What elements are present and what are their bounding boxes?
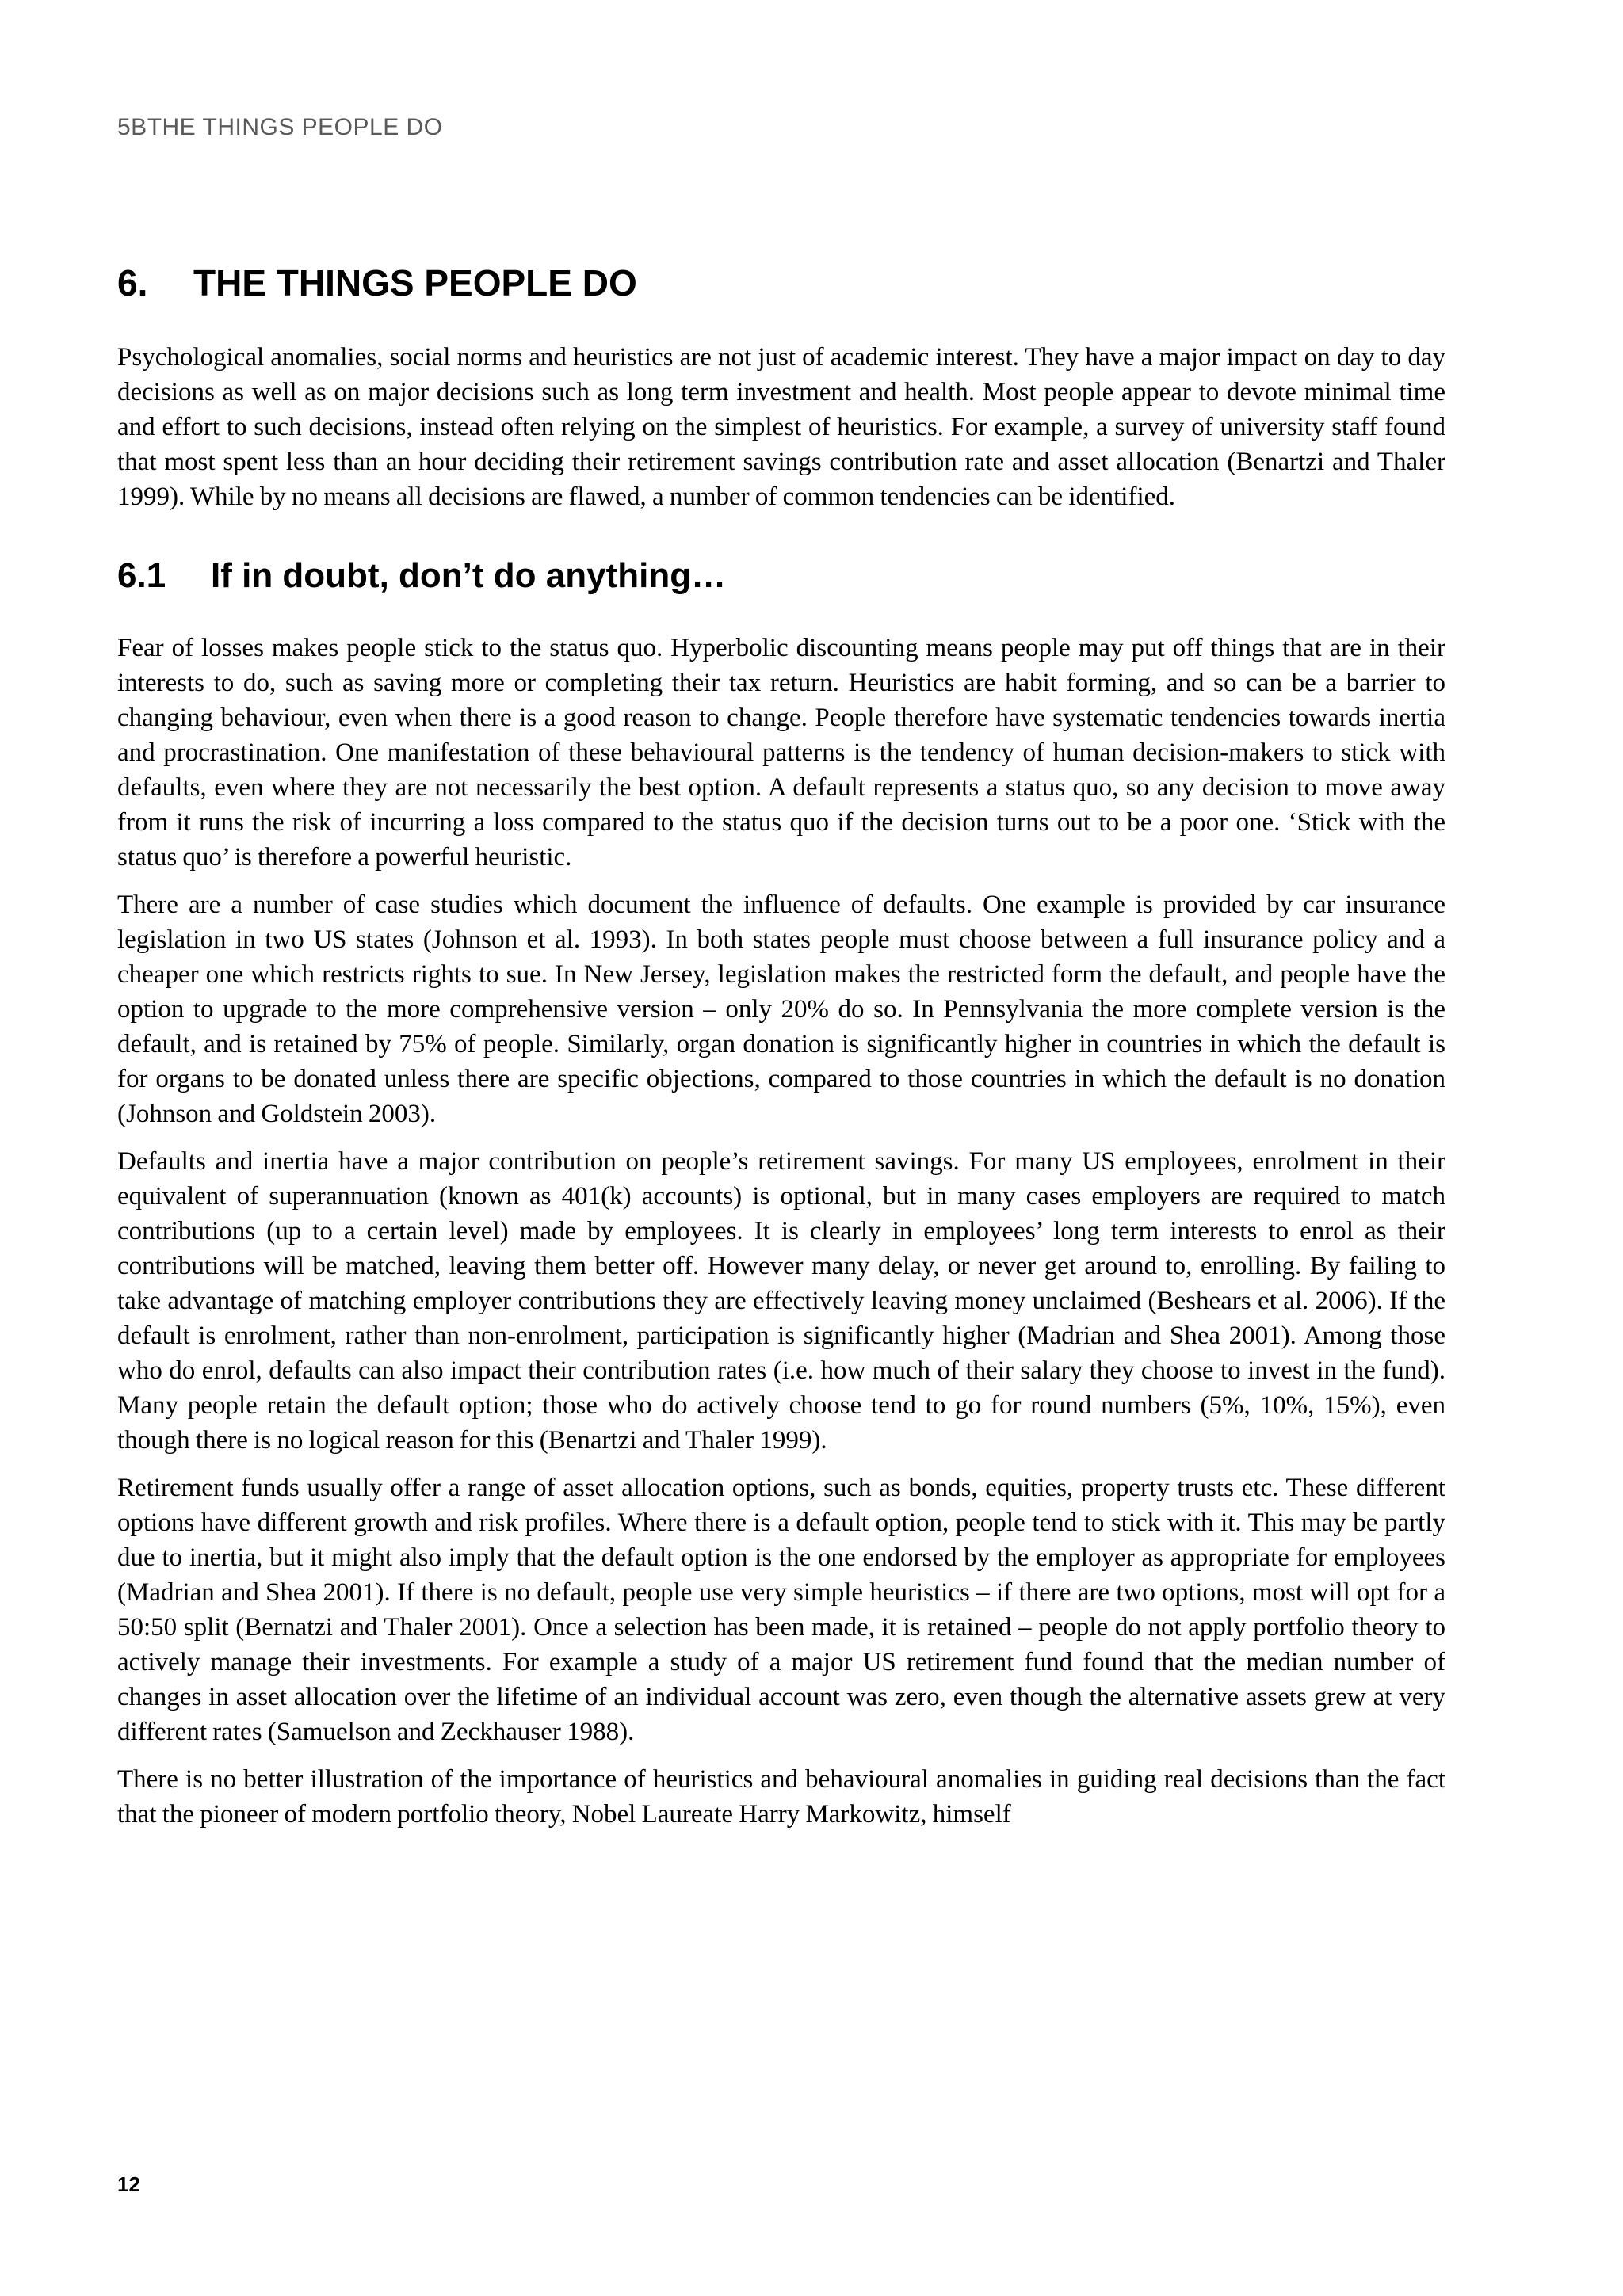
body-paragraph: Retirement funds usually offer a range of asset allocation options, such as bonds, equities, property trusts etc. These different options have different growth and risk profiles. Where there is a default option, people tend to stick with it. This may be partly due to inertia, but it might also imply that the default option is the one endorsed by the employer as appropriate for employees (Madrian and Shea 2001). If there is no default, people use very simple heuristics – if there are two options, most will opt for a 50:50 split (Bernatzi and Thaler 2001). Once a selection has been made, it is retained – people do not apply portfolio theory to actively manage their investments. For example a study of a major US retirement fund found that the median number of changes in asset allocation over the lifetime of an individual account was zero, even though the alternative assets grew at very different rates (Samuelson and Zeckhauser 1988).: [117, 1473, 1445, 1746]
chapter-heading: [117, 261, 1445, 305]
body-paragraph: Fear of losses makes people stick to the status quo. Hyperbolic discounting means people may put off things that are in their interests to do, such as saving more or completing their tax return. Heuristics are habit forming, and so can be a barrier to changing behaviour, even when there is a good reason to change. People therefore have systematic tendencies towards inertia and procrastination. One manifestation of these behavioural patterns is the tendency of human decision-makers to stick with defaults, even where they are not necessarily the best option. A default represents a status quo, so any decision to move away from it runs the risk of incurring a loss compared to the status quo if the decision turns out to be a poor one. ‘Stick with the status quo’ is therefore a powerful heuristic.: [117, 633, 1445, 871]
section-number: 6.1: [117, 556, 166, 596]
page-number: 12: [117, 2172, 140, 2196]
body-paragraph: There is no better illustration of the importance of heuristics and behavioural anomalies in guiding real decisions than the fact that the pioneer of modern portfolio theory, Nobel Laureate Harry Markowitz, himself: [117, 1764, 1445, 1829]
chapter-title: THE THINGS PEOPLE DO: [193, 262, 637, 303]
intro-paragraph: Psychological anomalies, social norms and heuristics are not just of academic interest. They have a major impact on day to day decisions as well as on major decisions such as long term investment and health. Most people appear to devote minimal time and effort to such decisions, instead often relying on the simplest of heuristics. For example, a survey of university staff found that most spent less than an hour deciding their retirement savings contribution rate and asset allocation (Benartzi and Thaler 1999). While by no means all decisions are flawed, a number of common tendencies can be identified.: [117, 343, 1445, 512]
body-paragraph: There are a number of case studies which document the influence of defaults. One example is provided by car insurance legislation in two US states (Johnson et al. 1993). In both states people must choose between a full insurance policy and a cheaper one which restricts rights to sue. In New Jersey, legislation makes the restricted form the default, and people have the option to upgrade to the more comprehensive version – only 20% do so. In Pennsylvania the more complete version is the default, and is retained by 75% of people. Similarly, organ donation is significantly higher in countries in which the default is for organs to be donated unless there are specific objections, compared to those countries in which the default is no donation (Johnson and Goldstein 2003).: [117, 890, 1445, 1128]
body-paragraph: Defaults and inertia have a major contribution on people’s retirement savings. For many US employees, enrolment in their equivalent of superannuation (known as 401(k) accounts) is optional, but in many cases employers are required to match contributions (up to a certain level) made by employees. It is clearly in employees’ long term interests to enrol as their contributions will be matched, leaving them better off. However many delay, or never get around to, enrolling. By failing to take advantage of matching employer contributions they are effectively leaving money unclaimed (Beshears et al. 2006). If the default is enrolment, rather than non-enrolment, participation is significantly higher (Madrian and Shea 2001). Among those who do enrol, defaults can also impact their contribution rates (i.e. how much of their salary they choose to invest in the fund). Many people retain the default option; those who do actively choose tend to go for round numbers (5%, 10%, 15%), even though there is no logical reason for this (Benartzi and Thaler 1999).: [117, 1146, 1445, 1455]
section-title: If in doubt, don’t do anything…: [211, 556, 727, 596]
chapter-number: 6.: [117, 262, 148, 303]
page-content: [117, 261, 1445, 1844]
section-heading: [117, 555, 1445, 597]
running-header: 5BTHE THINGS PEOPLE DO: [117, 114, 443, 140]
